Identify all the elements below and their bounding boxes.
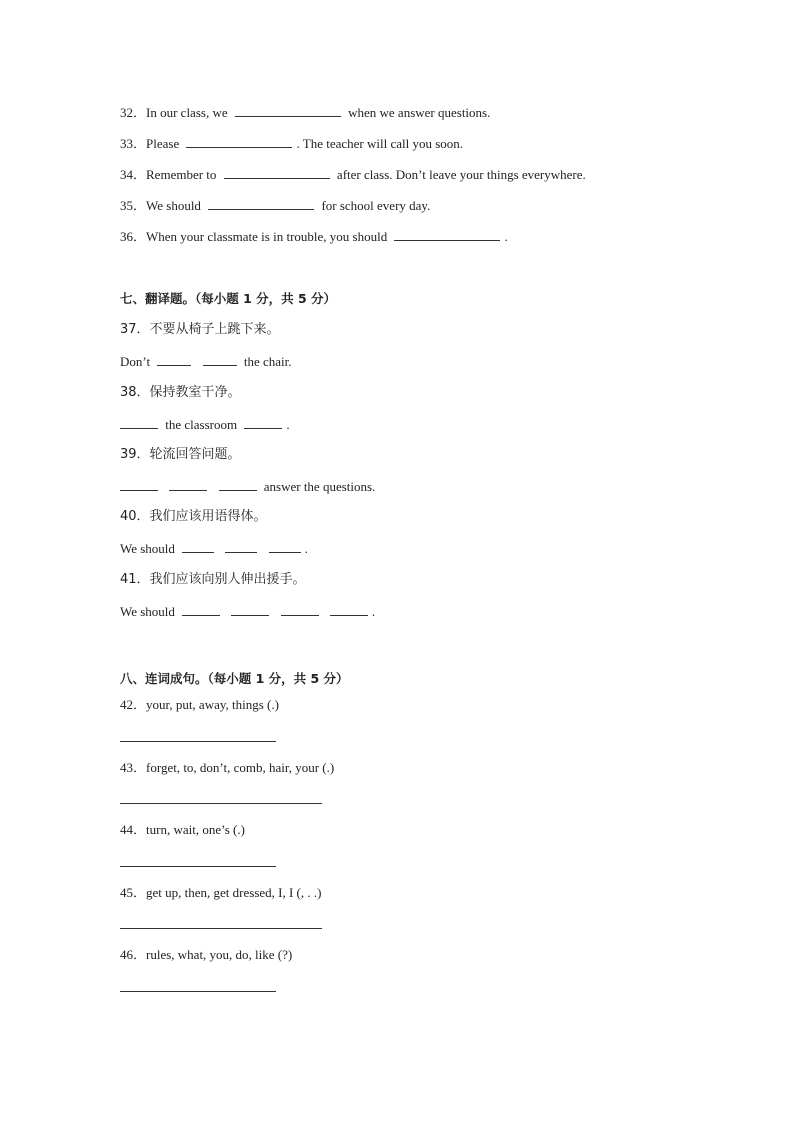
chinese-sentence: 我们应该向别人伸出援手。 (149, 572, 306, 587)
answer-blank[interactable] (203, 353, 237, 366)
english-text: answer the questions. (263, 479, 376, 494)
question-number: 46． (120, 947, 147, 962)
question-35 (120, 197, 430, 215)
answer-blank[interactable] (224, 166, 330, 179)
question-text: when we answer questions. (348, 105, 491, 120)
question-41-en (120, 603, 375, 621)
answer-line[interactable] (120, 991, 276, 992)
question-number: 45． (120, 885, 147, 900)
english-text: the classroom (165, 417, 238, 432)
question-41-cn (120, 571, 306, 589)
question-45 (120, 884, 321, 902)
english-text: We should (120, 604, 175, 619)
question-40-en (120, 540, 308, 558)
answer-blank[interactable] (169, 478, 207, 491)
answer-blank[interactable] (281, 603, 319, 616)
question-number: 44． (120, 822, 147, 837)
answer-blank[interactable] (208, 197, 314, 210)
question-42 (120, 696, 279, 714)
question-number: 36． (120, 229, 147, 244)
question-text: after class. Don’t leave your things everywhere. (336, 167, 586, 182)
question-text: Please (146, 136, 180, 151)
answer-line[interactable] (120, 928, 322, 929)
question-number: 33． (120, 136, 147, 151)
english-text: . (371, 604, 376, 619)
question-text: Remember to (146, 167, 217, 182)
answer-blank[interactable] (120, 478, 158, 491)
chinese-sentence: 保持教室干净。 (149, 385, 241, 400)
answer-blank[interactable] (182, 603, 220, 616)
english-text: . (286, 417, 290, 432)
question-number: 40． (120, 509, 150, 524)
question-text: When your classmate is in trouble, you should (146, 229, 388, 244)
english-text: Don’t (120, 354, 151, 369)
answer-blank[interactable] (157, 353, 191, 366)
question-text: We should (146, 198, 201, 213)
word-list: your, put, away, things (.) (146, 697, 279, 712)
answer-blank[interactable] (244, 416, 282, 429)
question-number: 39． (120, 447, 150, 462)
answer-blank[interactable] (186, 135, 292, 148)
answer-blank[interactable] (394, 228, 500, 241)
section-7-title: 七、翻译题。（每小题 1 分，共 5 分） (120, 291, 337, 306)
answer-line[interactable] (120, 866, 276, 867)
answer-blank[interactable] (330, 603, 368, 616)
question-text: In our class, we (146, 105, 228, 120)
question-number: 41． (120, 572, 150, 587)
answer-blank[interactable] (225, 540, 257, 553)
question-38-en (116, 416, 290, 434)
question-number: 38． (120, 385, 150, 400)
english-text: We should (120, 541, 175, 556)
answer-line[interactable] (120, 741, 276, 742)
question-44 (120, 821, 245, 839)
word-list: turn, wait, one’s (.) (146, 822, 245, 837)
question-46 (120, 946, 292, 964)
question-36 (120, 228, 508, 246)
chinese-sentence: 不要从椅子上跳下来。 (149, 322, 280, 337)
question-number: 37． (120, 322, 150, 337)
question-43 (120, 759, 334, 777)
word-list: forget, to, don’t, comb, hair, your (.) (146, 760, 335, 775)
english-text: . (304, 541, 308, 556)
chinese-sentence: 轮流回答问题。 (149, 447, 241, 462)
question-text: . The teacher will call you soon. (296, 136, 464, 151)
question-text: for school every day. (321, 198, 431, 213)
question-39-en (116, 478, 375, 496)
answer-blank[interactable] (120, 416, 158, 429)
answer-blank[interactable] (235, 104, 341, 117)
question-number: 34． (120, 167, 147, 182)
answer-blank[interactable] (182, 540, 214, 553)
question-number: 42． (120, 697, 147, 712)
question-number: 43． (120, 760, 147, 775)
answer-blank[interactable] (219, 478, 257, 491)
question-38-cn (120, 384, 241, 402)
question-34 (120, 166, 586, 184)
english-text: the chair. (243, 354, 292, 369)
word-list: rules, what, you, do, like (?) (146, 947, 293, 962)
question-37-cn (120, 321, 280, 339)
answer-blank[interactable] (231, 603, 269, 616)
chinese-sentence: 我们应该用语得体。 (149, 509, 267, 524)
answer-line[interactable] (120, 803, 322, 804)
question-number: 35． (120, 198, 147, 213)
question-32 (120, 104, 490, 122)
question-39-cn (120, 446, 241, 464)
question-40-cn (120, 508, 267, 526)
question-number: 32． (120, 105, 147, 120)
answer-blank[interactable] (269, 540, 301, 553)
word-list: get up, then, get dressed, I, I (, . .) (146, 885, 322, 900)
section-8-title: 八、连词成句。（每小题 1 分，共 5 分） (120, 671, 349, 686)
question-text: . (504, 229, 508, 244)
question-37-en (120, 353, 292, 371)
question-33 (120, 135, 463, 153)
